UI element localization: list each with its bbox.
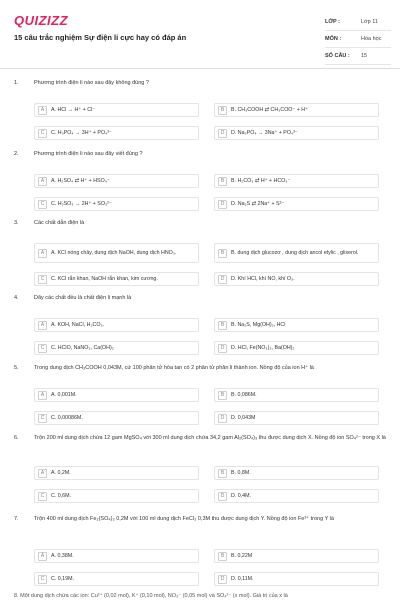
option-text: B. 0,086M.	[231, 391, 257, 398]
option-d[interactable]	[214, 489, 379, 503]
option-text: D. 0,11M.	[231, 575, 254, 582]
option-letter: A	[38, 249, 47, 258]
option-letter: D	[218, 200, 227, 209]
option-a[interactable]	[34, 243, 199, 263]
option-c[interactable]	[34, 411, 199, 425]
option-letter: B	[218, 469, 227, 478]
option-letter: A	[38, 321, 47, 330]
option-a[interactable]	[34, 103, 199, 117]
option-letter: A	[38, 469, 47, 478]
option-text: C. H₃PO₄ → 3H⁺ + PO₄³⁻	[51, 129, 112, 136]
meta-value: 15	[361, 53, 368, 59]
option-text: C. KCl rắn khan, NaOH rắn khan, kim cương.	[51, 275, 158, 282]
option-text: D. Na₃PO₄ → 3Na⁺ + PO₄³⁻	[231, 129, 298, 136]
question-number: 4.	[14, 295, 19, 301]
question-number: 1.	[14, 80, 19, 86]
option-text: B. Na₂S, Mg(OH)₂, HCl	[231, 321, 286, 328]
option-b[interactable]	[214, 243, 379, 263]
option-b[interactable]	[214, 174, 379, 188]
option-letter: D	[218, 129, 227, 138]
option-text: B. 0,22M	[231, 552, 253, 559]
option-text: B. dung dịch glucozơ , dung dịch ancol etylic , glixerol.	[231, 249, 359, 256]
option-letter: C	[38, 275, 47, 284]
option-text: D. 0,4M.	[231, 492, 252, 499]
option-letter: D	[218, 275, 227, 284]
option-b[interactable]	[214, 549, 379, 563]
option-c[interactable]	[34, 126, 199, 140]
option-letter: D	[218, 344, 227, 353]
option-a[interactable]	[34, 318, 199, 332]
option-letter: C	[38, 575, 47, 584]
option-text: C. H₂SO₃ → 2H⁺ + SO₃²⁻	[51, 200, 112, 207]
option-c[interactable]	[34, 572, 199, 586]
option-b[interactable]	[214, 103, 379, 117]
option-letter: A	[38, 391, 47, 400]
option-letter: C	[38, 414, 47, 423]
option-letter: C	[38, 200, 47, 209]
question-1	[14, 79, 389, 136]
meta-row-class	[325, 14, 391, 31]
question-text: Phương trình điện li nào sau đây không đúng ?	[34, 80, 149, 86]
option-letter: C	[38, 492, 47, 501]
option-d[interactable]	[214, 197, 379, 211]
option-b[interactable]	[214, 466, 379, 480]
option-text: D. HCl, Fe(NO₃)₃, Ba(OH)₂	[231, 344, 295, 351]
option-a[interactable]	[34, 466, 199, 480]
option-text: C. 0,19M.	[51, 575, 74, 582]
question-3	[14, 219, 389, 282]
option-letter: A	[38, 106, 47, 115]
option-a[interactable]	[34, 174, 199, 188]
option-text: B. CH₃COOH ⇄ CH₃COO⁻ + H⁺	[231, 106, 308, 113]
option-a[interactable]	[34, 549, 199, 563]
question-4	[14, 294, 389, 351]
option-letter: B	[218, 177, 227, 186]
meta-key: MÔN :	[325, 36, 342, 42]
option-b[interactable]	[214, 388, 379, 402]
question-text: Phương trình điện li nào sau đây viết đúng ?	[34, 151, 143, 157]
option-letter: B	[218, 552, 227, 561]
option-text: B. 0,8M.	[231, 469, 251, 476]
option-d[interactable]	[214, 272, 379, 286]
question-text: Trộn 400 ml dung dịch Fe₂(SO₄)₃ 0,2M với 100 ml dung dịch FeCl₃ 0,3M thu được dung dịch Y. Nồng độ ion Fe³⁺ trong Y là	[34, 516, 334, 522]
question-text: Các chất dẫn điện là	[34, 220, 85, 226]
option-letter: A	[38, 177, 47, 186]
option-letter: A	[38, 552, 47, 561]
option-text: A. KOH, NaCl, H₂CO₃.	[51, 321, 105, 328]
option-d[interactable]	[214, 411, 379, 425]
option-c[interactable]	[34, 341, 199, 355]
option-text: A. KCl nóng chảy, dung dịch NaOH, dung dịch HNO₃.	[51, 249, 177, 256]
option-text: D. Na₂S ⇄ 2Na⁺ + S²⁻	[231, 200, 285, 207]
option-letter: D	[218, 492, 227, 501]
question-6	[14, 434, 389, 499]
question-5	[14, 364, 389, 421]
option-letter: B	[218, 321, 227, 330]
meta-panel	[325, 14, 391, 65]
option-c[interactable]	[34, 197, 199, 211]
option-d[interactable]	[214, 341, 379, 355]
option-letter: B	[218, 391, 227, 400]
option-text: C. 0,00086M.	[51, 414, 83, 421]
meta-value: Hóa học	[361, 36, 382, 42]
option-text: A. 0,001M.	[51, 391, 77, 398]
option-text: A. 0,38M.	[51, 552, 74, 559]
question-7	[14, 515, 389, 582]
option-letter: C	[38, 129, 47, 138]
question-text: Trộn 200 ml dung dịch chứa 12 gam MgSO₄ với 300 ml dung dịch chứa 34,2 gam Al₂(SO₄)₃ thu được dung dịch X. Nồng độ ion SO₄²⁻ trong X là	[34, 435, 386, 441]
question-text: Trong dung dịch CH₃COOH 0,043M, cứ 100 phân tử hòa tan có 2 phân tử phân li thành ion. Nồng độ của ion H⁺ là	[34, 365, 314, 371]
option-text: D. Khí HCl, khí NO, khí O₃.	[231, 275, 295, 282]
question-number: 3.	[14, 220, 19, 226]
question-8-fragment: 8. Một dung dịch chứa các ion: Cu²⁺ (0,02 mol), K⁺ (0,10 mol), NO₃⁻ (0,05 mol) và SO₄²⁻ (x mol). Giá trị của x là	[14, 593, 288, 599]
option-letter: C	[38, 344, 47, 353]
option-letter: D	[218, 575, 227, 584]
option-c[interactable]	[34, 489, 199, 503]
option-letter: B	[218, 249, 227, 258]
quizizz-logo: QUIZIZZ	[14, 13, 69, 28]
option-text: A. H₂SO₄ ⇄ H⁺ + HSO₄⁻	[51, 177, 110, 184]
option-d[interactable]	[214, 126, 379, 140]
option-text: A. HCl → H⁺ + Cl⁻	[51, 106, 95, 113]
question-text: Dãy các chất đều là chất điện li mạnh là	[34, 295, 132, 301]
question-number: 5.	[14, 365, 19, 371]
option-text: B. H₂CO₃ ⇄ H⁺ + HCO₃⁻	[231, 177, 291, 184]
option-text: A. 0,2M.	[51, 469, 71, 476]
option-text: C. 0,6M.	[51, 492, 72, 499]
meta-row-subject	[325, 31, 391, 48]
meta-key: SỐ CÂU :	[325, 53, 350, 59]
question-number: 2.	[14, 151, 19, 157]
meta-value: Lớp 11	[361, 19, 378, 25]
meta-key: LỚP :	[325, 19, 340, 25]
header-divider	[0, 68, 400, 69]
question-2	[14, 150, 389, 207]
page-title: 15 câu trắc nghiệm Sự điện li cực hay có đáp án	[14, 33, 187, 42]
question-number: 6.	[14, 435, 19, 441]
option-d[interactable]	[214, 572, 379, 586]
option-a[interactable]	[34, 388, 199, 402]
option-letter: B	[218, 106, 227, 115]
question-number: 7.	[14, 516, 19, 522]
option-text: D. 0,043M	[231, 414, 256, 421]
option-text: C. HClO, NaNO₃, Ca(OH)₂	[51, 344, 114, 351]
option-b[interactable]	[214, 318, 379, 332]
option-c[interactable]	[34, 272, 199, 286]
meta-row-count	[325, 48, 391, 65]
option-letter: D	[218, 414, 227, 423]
